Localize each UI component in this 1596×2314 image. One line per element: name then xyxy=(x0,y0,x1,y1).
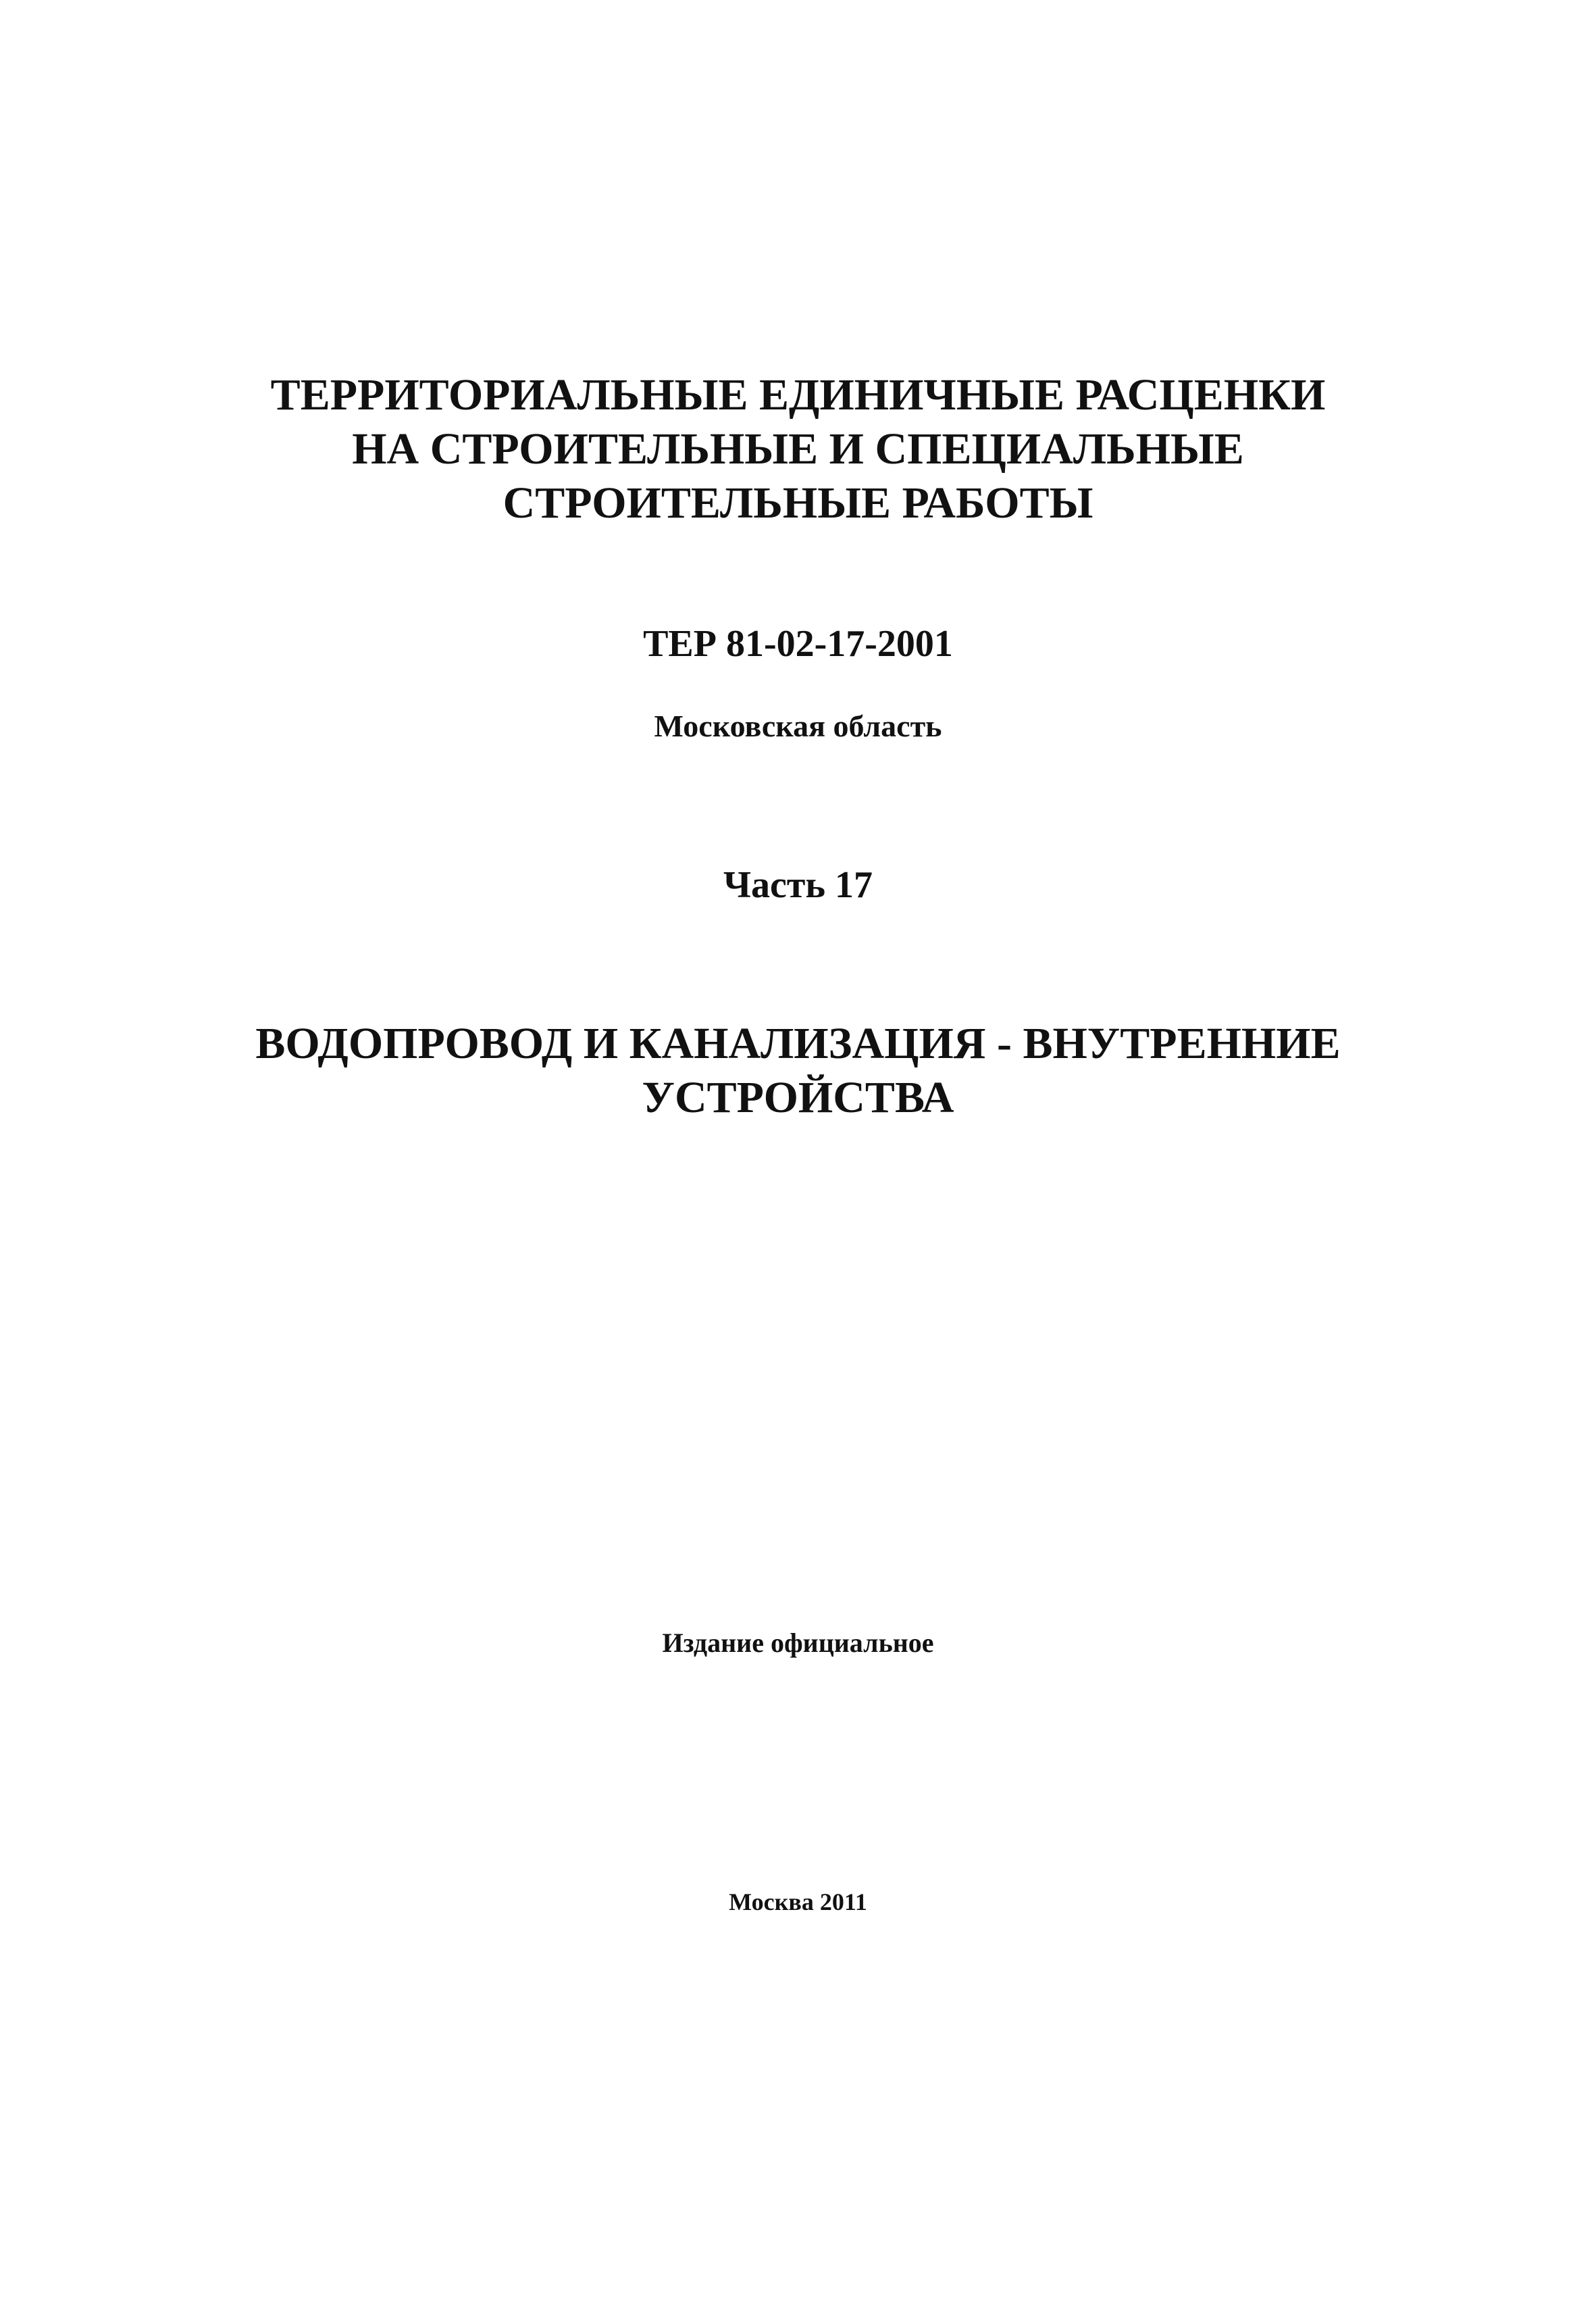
subject-line-1: ВОДОПРОВОД И КАНАЛИЗАЦИЯ - ВНУТРЕННИЕ xyxy=(255,1019,1341,1068)
title-line-3: СТРОИТЕЛЬНЫЕ РАБОТЫ xyxy=(503,478,1093,528)
document-code: ТЕР 81-02-17-2001 xyxy=(643,623,953,665)
part-label: Часть 17 xyxy=(723,864,873,906)
title-line-2: НА СТРОИТЕЛЬНЫЕ И СПЕЦИАЛЬНЫЕ xyxy=(352,424,1244,474)
city-year-label: Москва 2011 xyxy=(729,1888,867,1915)
document-title xyxy=(0,368,1596,530)
region-label: Московская область xyxy=(654,709,942,743)
edition-label: Издание официальное xyxy=(662,1628,934,1658)
subject-line-2: УСТРОЙСТВА xyxy=(642,1073,954,1122)
document-subject xyxy=(0,1017,1596,1125)
title-line-1: ТЕРРИТОРИАЛЬНЫЕ ЕДИНИЧНЫЕ РАСЦЕНКИ xyxy=(270,370,1326,420)
